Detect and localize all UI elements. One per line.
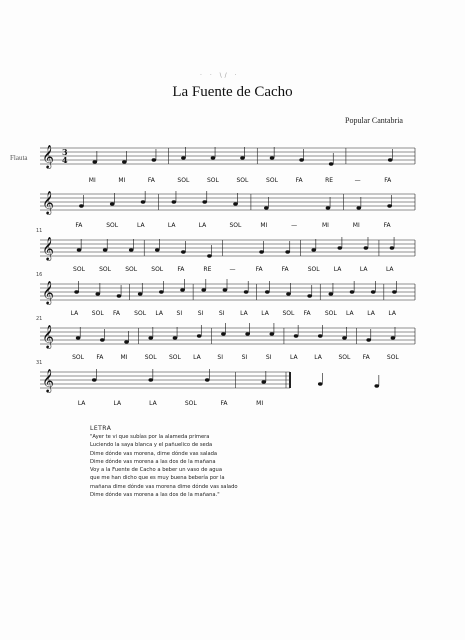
note-head xyxy=(286,292,291,295)
note-name: FA xyxy=(295,177,303,184)
note-head xyxy=(388,158,393,161)
note-head xyxy=(95,292,100,295)
note-head xyxy=(261,380,266,383)
note-head xyxy=(110,202,115,205)
note-name: LA xyxy=(367,310,375,317)
note-name: — xyxy=(354,177,361,184)
note-head xyxy=(148,336,153,339)
note-name: LA xyxy=(261,310,269,317)
note-head xyxy=(155,248,160,251)
note-name: LA xyxy=(155,310,163,317)
lyrics-line: mañana dime dónde vas morena dime dónde vas salado xyxy=(90,483,238,490)
note-head xyxy=(197,334,202,337)
instrument-label: Flauta xyxy=(10,154,28,162)
note-head xyxy=(76,336,81,339)
note-name: LA xyxy=(113,400,122,407)
note-head xyxy=(233,202,238,205)
note-names-row xyxy=(40,354,420,364)
note-name: LA xyxy=(314,354,322,361)
measure-number: 31 xyxy=(36,360,43,366)
note-name: FA xyxy=(147,177,155,184)
note-name: SOL xyxy=(338,354,351,361)
note-head xyxy=(205,378,210,381)
note-name: FA xyxy=(220,400,228,407)
note-name: FA xyxy=(281,266,289,273)
note-name: SOL xyxy=(99,266,111,273)
note-name: MI xyxy=(256,400,264,407)
lyrics-line: "Ayer te vi que subías por la alameda primera xyxy=(90,434,210,440)
note-name: SOL xyxy=(106,222,119,229)
note-name: FA xyxy=(384,177,392,184)
note-head xyxy=(318,382,323,385)
note-names-row xyxy=(40,177,420,187)
note-names-row xyxy=(40,400,420,410)
note-head xyxy=(350,290,355,293)
note-name: SOL xyxy=(229,222,242,229)
note-head xyxy=(326,206,331,209)
note-name: FA xyxy=(75,222,83,229)
note-head xyxy=(265,290,270,293)
note-name: SOL xyxy=(386,354,399,361)
measure-number: 11 xyxy=(36,228,43,234)
music-staff xyxy=(40,322,415,352)
note-head xyxy=(207,254,212,257)
note-name: LA xyxy=(385,266,394,273)
note-head xyxy=(329,162,334,165)
note-head xyxy=(307,294,312,297)
note-head xyxy=(129,248,134,251)
note-name: SOL xyxy=(266,177,278,184)
note-head xyxy=(264,206,269,209)
note-name: LA xyxy=(333,266,342,273)
note-name: FA xyxy=(255,266,263,273)
lyrics-line: Dime dónde vas morena, dime dónde vas salada xyxy=(90,450,218,457)
note-head xyxy=(92,160,97,163)
lyrics-line: que me han dicho que es muy buena bebería por la xyxy=(90,475,225,482)
note-names-row xyxy=(40,310,420,320)
note-name: FA xyxy=(96,354,104,361)
note-name: LA xyxy=(346,310,354,317)
note-name: MI xyxy=(118,177,126,184)
note-names-row xyxy=(40,266,420,276)
note-name: SOL xyxy=(307,266,320,273)
note-names-row xyxy=(40,222,420,232)
note-head xyxy=(117,294,122,297)
note-head xyxy=(364,246,369,249)
treble-clef-icon: 𝄞 xyxy=(42,368,54,392)
note-head xyxy=(299,158,304,161)
note-head xyxy=(318,334,323,337)
treble-clef-icon: 𝄞 xyxy=(42,190,54,214)
note-head xyxy=(180,288,185,291)
note-head xyxy=(390,246,395,249)
note-name: SOL xyxy=(324,310,337,317)
lyrics-line: Luciendo la saya blanca y el pañuelico de seda xyxy=(90,442,213,449)
note-head xyxy=(311,248,316,251)
note-head xyxy=(329,292,334,295)
page-title: La Fuente de Cacho xyxy=(172,84,293,100)
note-name: RE xyxy=(203,266,212,273)
note-head xyxy=(152,158,157,161)
note-name: SOL xyxy=(134,310,147,317)
note-name: SOL xyxy=(177,177,190,184)
note-name: SI xyxy=(197,310,204,317)
note-name: LA xyxy=(70,310,79,317)
lyrics-line: Voy a la Fuente de Cacho a beber un vaso de agua xyxy=(90,467,223,474)
note-head xyxy=(202,200,207,203)
note-name: — xyxy=(291,222,298,229)
note-name: MI xyxy=(352,222,360,229)
note-head xyxy=(79,204,84,207)
note-name: LA xyxy=(290,354,298,361)
note-head xyxy=(356,206,361,209)
note-name: LA xyxy=(149,400,157,407)
note-head xyxy=(181,250,186,253)
note-name: MI xyxy=(120,354,128,361)
lyrics-text xyxy=(90,433,350,499)
note-name: RE xyxy=(325,177,334,184)
measure-number: 16 xyxy=(36,272,43,278)
note-head xyxy=(223,288,228,291)
note-name: LA xyxy=(359,266,368,273)
note-name: MI xyxy=(260,222,268,229)
note-name: — xyxy=(229,266,236,273)
note-name: SI xyxy=(218,310,225,317)
lyrics-line: Dime dónde vas morena a las dos de la mañana xyxy=(90,458,216,465)
music-staff xyxy=(40,278,415,308)
music-staff xyxy=(40,366,300,396)
note-name: LA xyxy=(198,222,207,229)
note-head xyxy=(181,156,186,159)
note-head xyxy=(92,378,97,381)
note-name: SOL xyxy=(282,310,295,317)
note-head xyxy=(172,200,177,203)
note-head xyxy=(391,336,396,339)
note-name: SOL xyxy=(168,354,181,361)
note-name: SOL xyxy=(206,177,219,184)
note-name: SOL xyxy=(72,354,84,361)
note-head xyxy=(371,290,376,293)
note-head xyxy=(294,334,299,337)
note-head xyxy=(74,290,79,293)
composer-credit: Popular Cantabria xyxy=(345,116,403,125)
note-name: SOL xyxy=(236,177,249,184)
note-head xyxy=(100,338,105,341)
note-name: FA xyxy=(112,310,120,317)
lyrics-line: Dime dónde vas morena a las dos de la mañana." xyxy=(90,492,220,499)
treble-clef-icon: 𝄞 xyxy=(42,324,54,348)
note-name: SI xyxy=(265,354,272,361)
note-name: FA xyxy=(362,354,370,361)
note-name: MI xyxy=(321,222,329,229)
note-name: FA xyxy=(383,222,391,229)
note-name: LA xyxy=(77,400,86,407)
note-name: LA xyxy=(193,354,201,361)
note-head xyxy=(221,332,226,335)
note-head xyxy=(387,204,392,207)
note-name: SOL xyxy=(125,266,138,273)
note-head xyxy=(159,290,164,293)
note-name: SI xyxy=(241,354,248,361)
note-name: MI xyxy=(88,177,96,184)
lyrics-heading: LETRA xyxy=(90,425,112,432)
time-signature-digit: 4 xyxy=(62,155,68,165)
music-staff xyxy=(40,142,415,172)
note-head xyxy=(138,292,143,295)
measure-number: 21 xyxy=(36,316,43,322)
note-head xyxy=(124,340,129,343)
note-head xyxy=(366,338,371,341)
note-head xyxy=(148,378,153,381)
note-head xyxy=(342,336,347,339)
note-head xyxy=(392,290,397,293)
note-head xyxy=(244,290,249,293)
note-head xyxy=(77,248,82,251)
time-signature-digit: 3 xyxy=(62,147,68,157)
note-head xyxy=(270,156,275,159)
note-head xyxy=(201,288,206,291)
music-staff xyxy=(40,234,415,264)
note-head xyxy=(245,332,250,335)
note-head xyxy=(270,332,275,335)
note-head xyxy=(259,250,264,253)
header-marks: · · \/ · xyxy=(200,72,240,79)
treble-clef-icon: 𝄞 xyxy=(42,236,54,260)
note-name: SOL xyxy=(151,266,164,273)
music-staff xyxy=(40,188,415,218)
note-name: SI xyxy=(176,310,183,317)
note-name: SOL xyxy=(144,354,157,361)
note-name: SOL xyxy=(184,400,197,407)
note-head xyxy=(374,384,379,387)
treble-clef-icon: 𝄞 xyxy=(42,144,54,168)
note-head xyxy=(240,156,245,159)
note-name: FA xyxy=(177,266,185,273)
note-name: LA xyxy=(137,222,145,229)
note-head xyxy=(211,156,216,159)
note-head xyxy=(141,200,146,203)
note-head xyxy=(285,250,290,253)
treble-clef-icon: 𝄞 xyxy=(42,280,54,304)
note-name: SOL xyxy=(91,310,104,317)
note-name: FA xyxy=(303,310,311,317)
note-head xyxy=(338,246,343,249)
note-name: LA xyxy=(167,222,176,229)
note-name: LA xyxy=(388,310,396,317)
note-name: SI xyxy=(217,354,223,361)
note-head xyxy=(103,248,108,251)
note-head xyxy=(173,336,178,339)
note-name: LA xyxy=(240,310,248,317)
note-head xyxy=(122,160,127,163)
note-name: SOL xyxy=(73,266,85,273)
